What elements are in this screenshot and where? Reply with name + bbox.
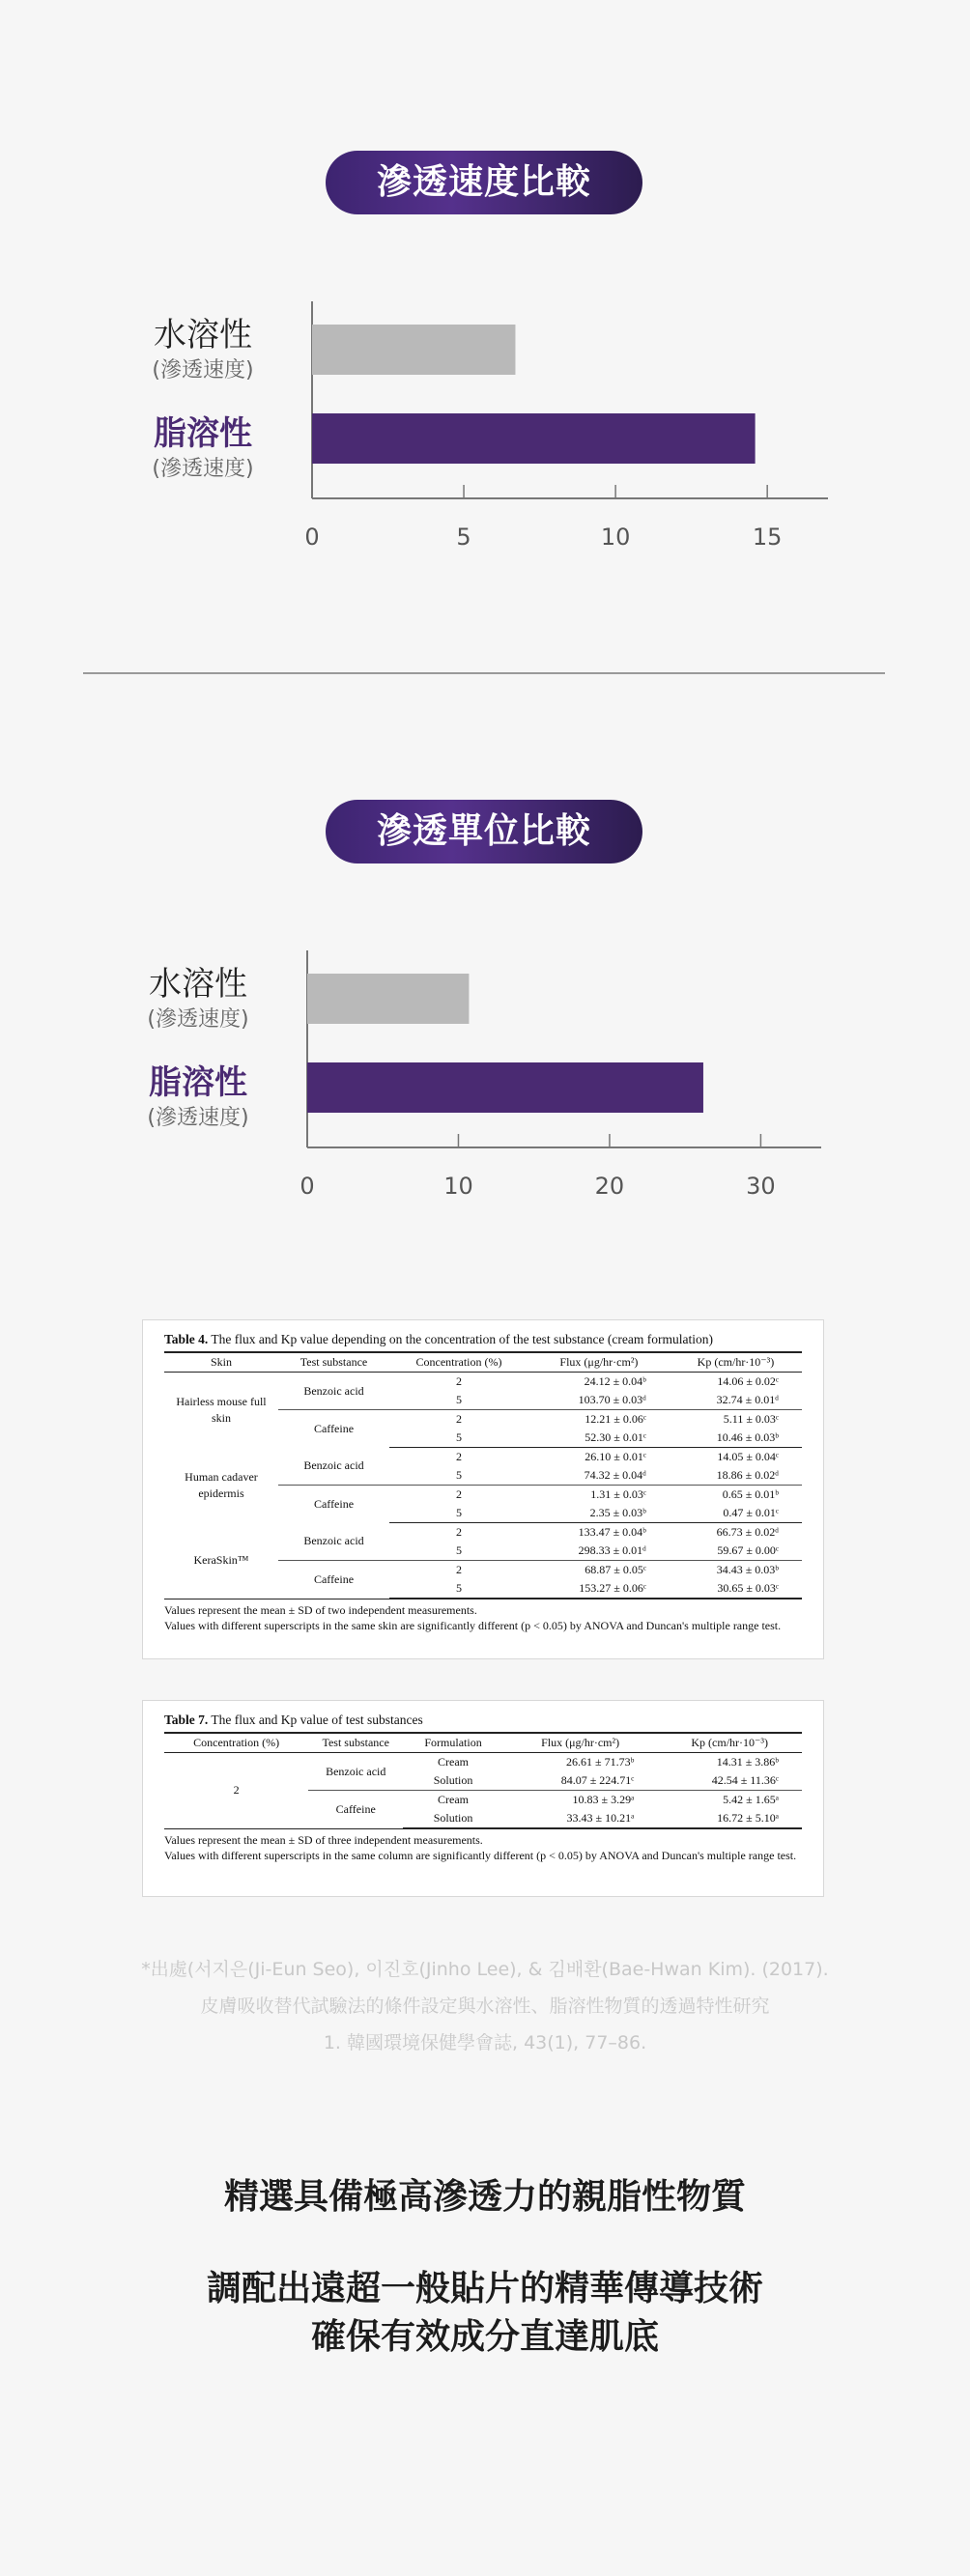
chart-2-tick-label-2: 20 bbox=[594, 1173, 625, 1200]
table-4-value-cell: 133.47 ± 0.04ᵇ bbox=[578, 1525, 646, 1539]
table-4-value-cell: 5 bbox=[389, 1504, 528, 1523]
table-4-substance-cell: Benzoic acid bbox=[303, 1534, 364, 1548]
table-7-header-row bbox=[164, 1733, 802, 1753]
table-7-value-cell: Solution bbox=[403, 1809, 503, 1828]
table-row bbox=[164, 1523, 802, 1543]
table-7-value-cell: 16.72 ± 5.10ᵃ bbox=[657, 1809, 802, 1828]
table-4-value-cell: 2 bbox=[455, 1374, 462, 1388]
table-4-value-cell: 14.05 ± 0.04ᶜ bbox=[717, 1450, 779, 1463]
table-4 bbox=[164, 1351, 802, 1599]
chart-1-category-label-1: 脂溶性 bbox=[154, 414, 252, 453]
chart-2-title: 滲透單位比較 bbox=[376, 811, 591, 851]
table-row bbox=[164, 1373, 802, 1392]
chart-1-svg bbox=[0, 280, 970, 570]
table-7-concentration-cell: 2 bbox=[233, 1783, 240, 1798]
table-7-value-cell: 5.42 ± 1.65ᵃ bbox=[657, 1791, 802, 1810]
table-4-value-cell: 1.31 ± 0.03ᶜ bbox=[528, 1486, 670, 1505]
table-4-value-cell: 0.47 ± 0.01ᶜ bbox=[670, 1504, 802, 1523]
chart-1-title: 滲透速度比較 bbox=[376, 162, 591, 202]
table-7-value-cell: Cream bbox=[403, 1791, 503, 1810]
table-4-value-cell: 5 bbox=[455, 1393, 462, 1406]
table-4-header-1: Test substance bbox=[278, 1352, 389, 1373]
section-divider bbox=[83, 672, 885, 674]
table-4-value-cell: 2 bbox=[455, 1525, 462, 1539]
table-7-value-cell: 84.07 ± 224.71ᶜ bbox=[560, 1773, 635, 1787]
table-4-header-3: Flux (μg/hr·cm²) bbox=[528, 1352, 670, 1373]
table-4-substance-cell: Caffeine bbox=[278, 1410, 389, 1448]
table-7-header-1: Test substance bbox=[308, 1733, 403, 1753]
table-4-value-cell: 34.43 ± 0.03ᵇ bbox=[670, 1561, 802, 1580]
table-4-value-cell: 5 bbox=[455, 1468, 462, 1482]
table-4-value-cell: 52.30 ± 0.01ᶜ bbox=[528, 1429, 670, 1448]
claim-2: 調配出遠超一般貼片的精華傳導技術 bbox=[206, 2269, 763, 2308]
citation bbox=[0, 1951, 970, 2061]
table-7-value-cell: 26.61 ± 71.73ᵇ bbox=[566, 1755, 635, 1769]
table-4-value-cell: 0.65 ± 0.01ᵇ bbox=[670, 1486, 802, 1505]
citation-line-2: 皮膚吸收替代試驗法的條件設定與水溶性、脂溶性物質的透過特性研究 bbox=[200, 1996, 770, 2017]
chart-1-category-sublabel-0: (滲透速度) bbox=[152, 358, 254, 382]
table-4-card bbox=[142, 1319, 824, 1659]
table-row bbox=[164, 1448, 802, 1467]
chart-1-tick-label-2: 10 bbox=[600, 524, 631, 551]
table-4-value-cell: 30.65 ± 0.03ᶜ bbox=[670, 1579, 802, 1599]
table-4-value-cell: 18.86 ± 0.02ᵈ bbox=[716, 1468, 779, 1482]
table-4-header-2: Concentration (%) bbox=[389, 1352, 528, 1373]
table-7-notes: Values represent the mean ± SD of three independent measurements. Values with different superscripts in the same column are significantly different (p < 0.05) by ANOVA and Duncan's multiple range test. bbox=[164, 1828, 802, 1863]
chart-2-bar-1 bbox=[307, 1062, 703, 1113]
chart-1-bar-0 bbox=[312, 325, 515, 375]
table-4-value-cell: 153.27 ± 0.06ᶜ bbox=[528, 1579, 670, 1599]
table-7-substance-cell: Benzoic acid bbox=[326, 1764, 386, 1778]
table-4-header-0: Skin bbox=[164, 1352, 278, 1373]
table-4-notes: Values represent the mean ± SD of two independent measurements. Values with different superscripts in the same skin are significantly different (p < 0.05) by ANOVA and Duncan's multiple range test. bbox=[164, 1599, 802, 1633]
table-4-header-row bbox=[164, 1352, 802, 1373]
chart-1-bar-1 bbox=[312, 413, 756, 464]
table-4-value-cell: 5 bbox=[389, 1429, 528, 1448]
chart-1-category-label-0: 水溶性 bbox=[154, 316, 252, 354]
table-4-value-cell: 26.10 ± 0.01ᶜ bbox=[585, 1450, 646, 1463]
claim-1: 精選具備極高滲透力的親脂性物質 bbox=[223, 2177, 746, 2217]
chart-1-tick-label-0: 0 bbox=[304, 524, 320, 551]
table-4-value-cell: 2.35 ± 0.03ᵇ bbox=[528, 1504, 670, 1523]
table-4-value-cell: 5 bbox=[455, 1543, 462, 1557]
chart-1-tick-label-1: 5 bbox=[456, 524, 471, 551]
table-4-value-cell: 298.33 ± 0.01ᵈ bbox=[578, 1543, 646, 1557]
table-7-header-4: Kp (cm/hr·10⁻³) bbox=[657, 1733, 802, 1753]
table-4-value-cell: 5.11 ± 0.03ᶜ bbox=[670, 1410, 802, 1430]
table-row bbox=[164, 1753, 802, 1772]
table-4-value-cell: 2 bbox=[389, 1410, 528, 1430]
table-7-header-3: Flux (μg/hr·cm²) bbox=[503, 1733, 658, 1753]
table-7-value-cell: Solution bbox=[433, 1773, 473, 1787]
chart-2-category-label-0: 水溶性 bbox=[149, 965, 247, 1004]
table-4-value-cell: 68.87 ± 0.05ᶜ bbox=[528, 1561, 670, 1580]
chart-2-category-label-1: 脂溶性 bbox=[149, 1063, 247, 1102]
table-4-value-cell: 32.74 ± 0.01ᵈ bbox=[716, 1393, 779, 1406]
table-4-value-cell: 10.46 ± 0.03ᵇ bbox=[670, 1429, 802, 1448]
table-4-value-cell: 2 bbox=[389, 1561, 528, 1580]
table-7-card bbox=[142, 1700, 824, 1897]
table-4-value-cell: 66.73 ± 0.02ᵈ bbox=[716, 1525, 779, 1539]
table-4-value-cell: 103.70 ± 0.03ᵈ bbox=[578, 1393, 646, 1406]
table-4-header-4: Kp (cm/hr·10⁻³) bbox=[670, 1352, 802, 1373]
table-4-value-cell: 24.12 ± 0.04ᵇ bbox=[584, 1374, 646, 1388]
table-7-value-cell: 14.31 ± 3.86ᵇ bbox=[716, 1755, 779, 1769]
table-4-value-cell: 74.32 ± 0.04ᵈ bbox=[584, 1468, 646, 1482]
table-7-caption: Table 7. The flux and Kp value of test substances bbox=[164, 1713, 423, 1727]
chart-2-tick-label-3: 30 bbox=[746, 1173, 776, 1200]
chart-2-tick-label-0: 0 bbox=[300, 1173, 315, 1200]
table-7-substance-cell: Caffeine bbox=[308, 1791, 403, 1828]
table-4-value-cell: 59.67 ± 0.00ᶜ bbox=[717, 1543, 779, 1557]
claim-3: 確保有效成分直達肌底 bbox=[310, 2317, 659, 2357]
chart-2-title-pill bbox=[326, 800, 642, 863]
chart-1-tick-label-3: 15 bbox=[752, 524, 783, 551]
table-4-caption: Table 4. The flux and Kp value depending on the concentration of the test substance (cream formulation) bbox=[164, 1332, 713, 1346]
table-4-skin-cell: Hairless mouse full skin bbox=[176, 1394, 267, 1425]
table-4-value-cell: 12.21 ± 0.06ᶜ bbox=[528, 1410, 670, 1430]
chart-2-bar-0 bbox=[307, 974, 469, 1024]
chart-1-title-pill bbox=[326, 151, 642, 214]
table-7-header-2: Formulation bbox=[403, 1733, 503, 1753]
chart-1-category-sublabel-1: (滲透速度) bbox=[152, 457, 254, 481]
table-4-skin-cell: Human cadaver epidermis bbox=[185, 1469, 258, 1500]
table-7-value-cell: 42.54 ± 11.36ᶜ bbox=[711, 1773, 779, 1787]
table-4-substance-cell: Benzoic acid bbox=[303, 1383, 364, 1398]
table-4-value-cell: 5 bbox=[389, 1579, 528, 1599]
table-4-substance-cell: Caffeine bbox=[278, 1486, 389, 1523]
chart-2-category-sublabel-1: (滲透速度) bbox=[147, 1106, 249, 1130]
chart-2-tick-label-1: 10 bbox=[443, 1173, 473, 1200]
table-4-substance-cell: Caffeine bbox=[278, 1561, 389, 1599]
table-4-skin-cell: KeraSkin™ bbox=[193, 1553, 249, 1567]
citation-line-1: *出處(서지은(Ji-Eun Seo), 이진호(Jinho Lee), & 김배환(Bae-Hwan Kim). (2017). bbox=[141, 1959, 829, 1980]
table-7-header-0: Concentration (%) bbox=[164, 1733, 308, 1753]
chart-2-svg bbox=[0, 929, 970, 1219]
table-7-value-cell: Cream bbox=[438, 1755, 470, 1769]
table-7-value-cell: 10.83 ± 3.29ᵃ bbox=[503, 1791, 658, 1810]
table-4-value-cell: 14.06 ± 0.02ᶜ bbox=[717, 1374, 779, 1388]
table-7 bbox=[164, 1732, 802, 1828]
table-4-substance-cell: Benzoic acid bbox=[303, 1458, 364, 1473]
table-4-value-cell: 2 bbox=[455, 1450, 462, 1463]
chart-2-category-sublabel-0: (滲透速度) bbox=[147, 1007, 249, 1032]
citation-line-3: 1. 韓國環境保健學會誌, 43(1), 77–86. bbox=[323, 2032, 647, 2053]
table-4-value-cell: 2 bbox=[389, 1486, 528, 1505]
table-7-value-cell: 33.43 ± 10.21ᵃ bbox=[503, 1809, 658, 1828]
